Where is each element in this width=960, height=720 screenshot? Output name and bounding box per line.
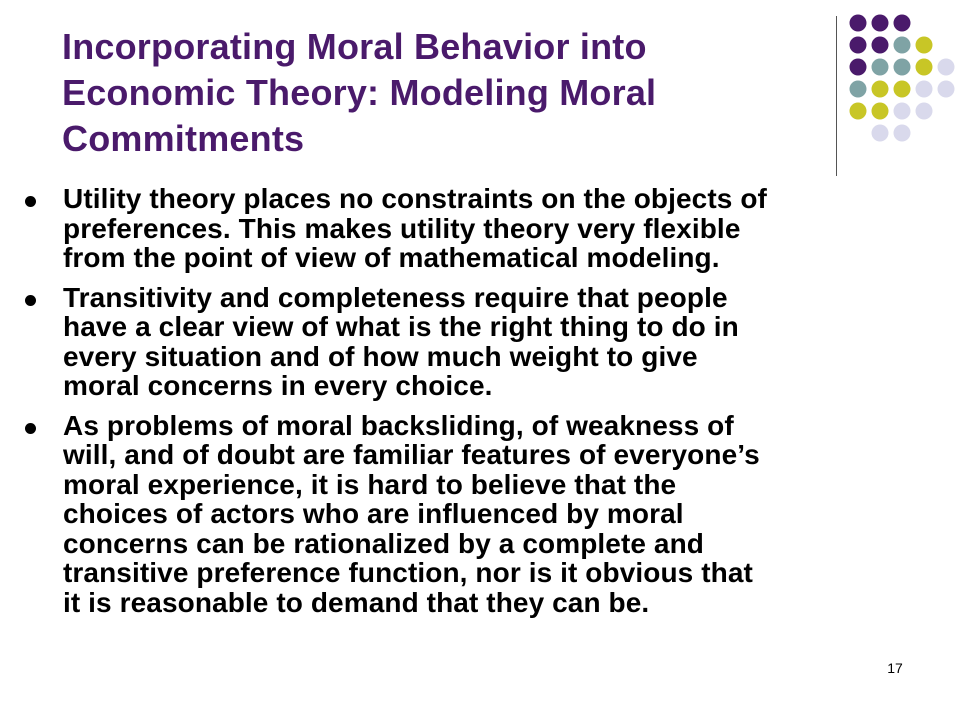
bullet-line: every situation and of how much weight to give — [63, 340, 698, 372]
bullet-line: Transitivity and completeness require that people — [63, 281, 728, 313]
title-line: Incorporating Moral Behavior into — [62, 26, 647, 67]
decorative-dot — [872, 59, 889, 76]
bullet-line: Utility theory places no constraints on the objects of — [63, 183, 767, 214]
decorative-dot — [894, 59, 911, 76]
bullet-line: preferences. This makes utility theory very flexible — [63, 212, 741, 244]
decorative-dot — [938, 81, 955, 98]
page-number: 17 — [887, 660, 903, 676]
decorative-dot — [872, 37, 889, 54]
decorative-dot — [894, 15, 911, 32]
decorative-dot — [894, 37, 911, 54]
bullet-line: choices of actors who are influenced by moral — [63, 498, 684, 529]
decorative-dot — [872, 125, 889, 142]
bullet-line: it is reasonable to demand that they can be. — [63, 586, 650, 618]
bullet-dot-icon — [25, 295, 36, 306]
decorative-dot — [850, 37, 867, 54]
bullet-line: have a clear view of what is the right thing to do in — [63, 311, 739, 342]
bullet-item — [20, 283, 940, 401]
bullet-line: moral experience, it is hard to believe that the — [63, 468, 677, 500]
slide-title — [62, 24, 802, 162]
decorative-dot — [916, 81, 933, 98]
decorative-dot — [850, 81, 867, 98]
decorative-dot — [938, 59, 955, 76]
decorative-dot — [894, 103, 911, 120]
bullet-item — [20, 184, 940, 273]
bullet-line: As problems of moral backsliding, of weakness of — [63, 409, 734, 441]
bullet-dot-icon — [25, 196, 36, 207]
bullet-line: from the point of view of mathematical modeling. — [63, 242, 720, 273]
bullet-line: will, and of doubt are familiar features of everyone’s — [63, 439, 760, 470]
decorative-dot — [850, 15, 867, 32]
bullet-text — [63, 283, 940, 401]
decorative-dot — [894, 81, 911, 98]
bullet-dot-icon — [25, 423, 36, 434]
bullet-item — [20, 411, 940, 618]
bullet-text — [63, 184, 940, 273]
title-line: Commitments — [62, 118, 305, 159]
decorative-dot — [872, 15, 889, 32]
bullet-line: transitive preference function, nor is it obvious that — [63, 557, 753, 588]
decorative-dot — [850, 103, 867, 120]
decorative-dot — [916, 37, 933, 54]
bullet-line: concerns can be rationalized by a complete and — [63, 527, 705, 559]
decorative-dot — [894, 125, 911, 142]
decorative-dot-grid — [848, 14, 958, 154]
bullet-line: moral concerns in every choice. — [63, 370, 493, 401]
decorative-dot — [872, 81, 889, 98]
title-line: Economic Theory: Modeling Moral — [62, 72, 657, 113]
decorative-dot — [916, 103, 933, 120]
decorative-dot — [916, 59, 933, 76]
decorative-dot — [872, 103, 889, 120]
decorative-dot — [850, 59, 867, 76]
title-divider-line — [836, 16, 837, 176]
bullet-text — [63, 411, 940, 618]
bullet-list — [20, 184, 940, 627]
